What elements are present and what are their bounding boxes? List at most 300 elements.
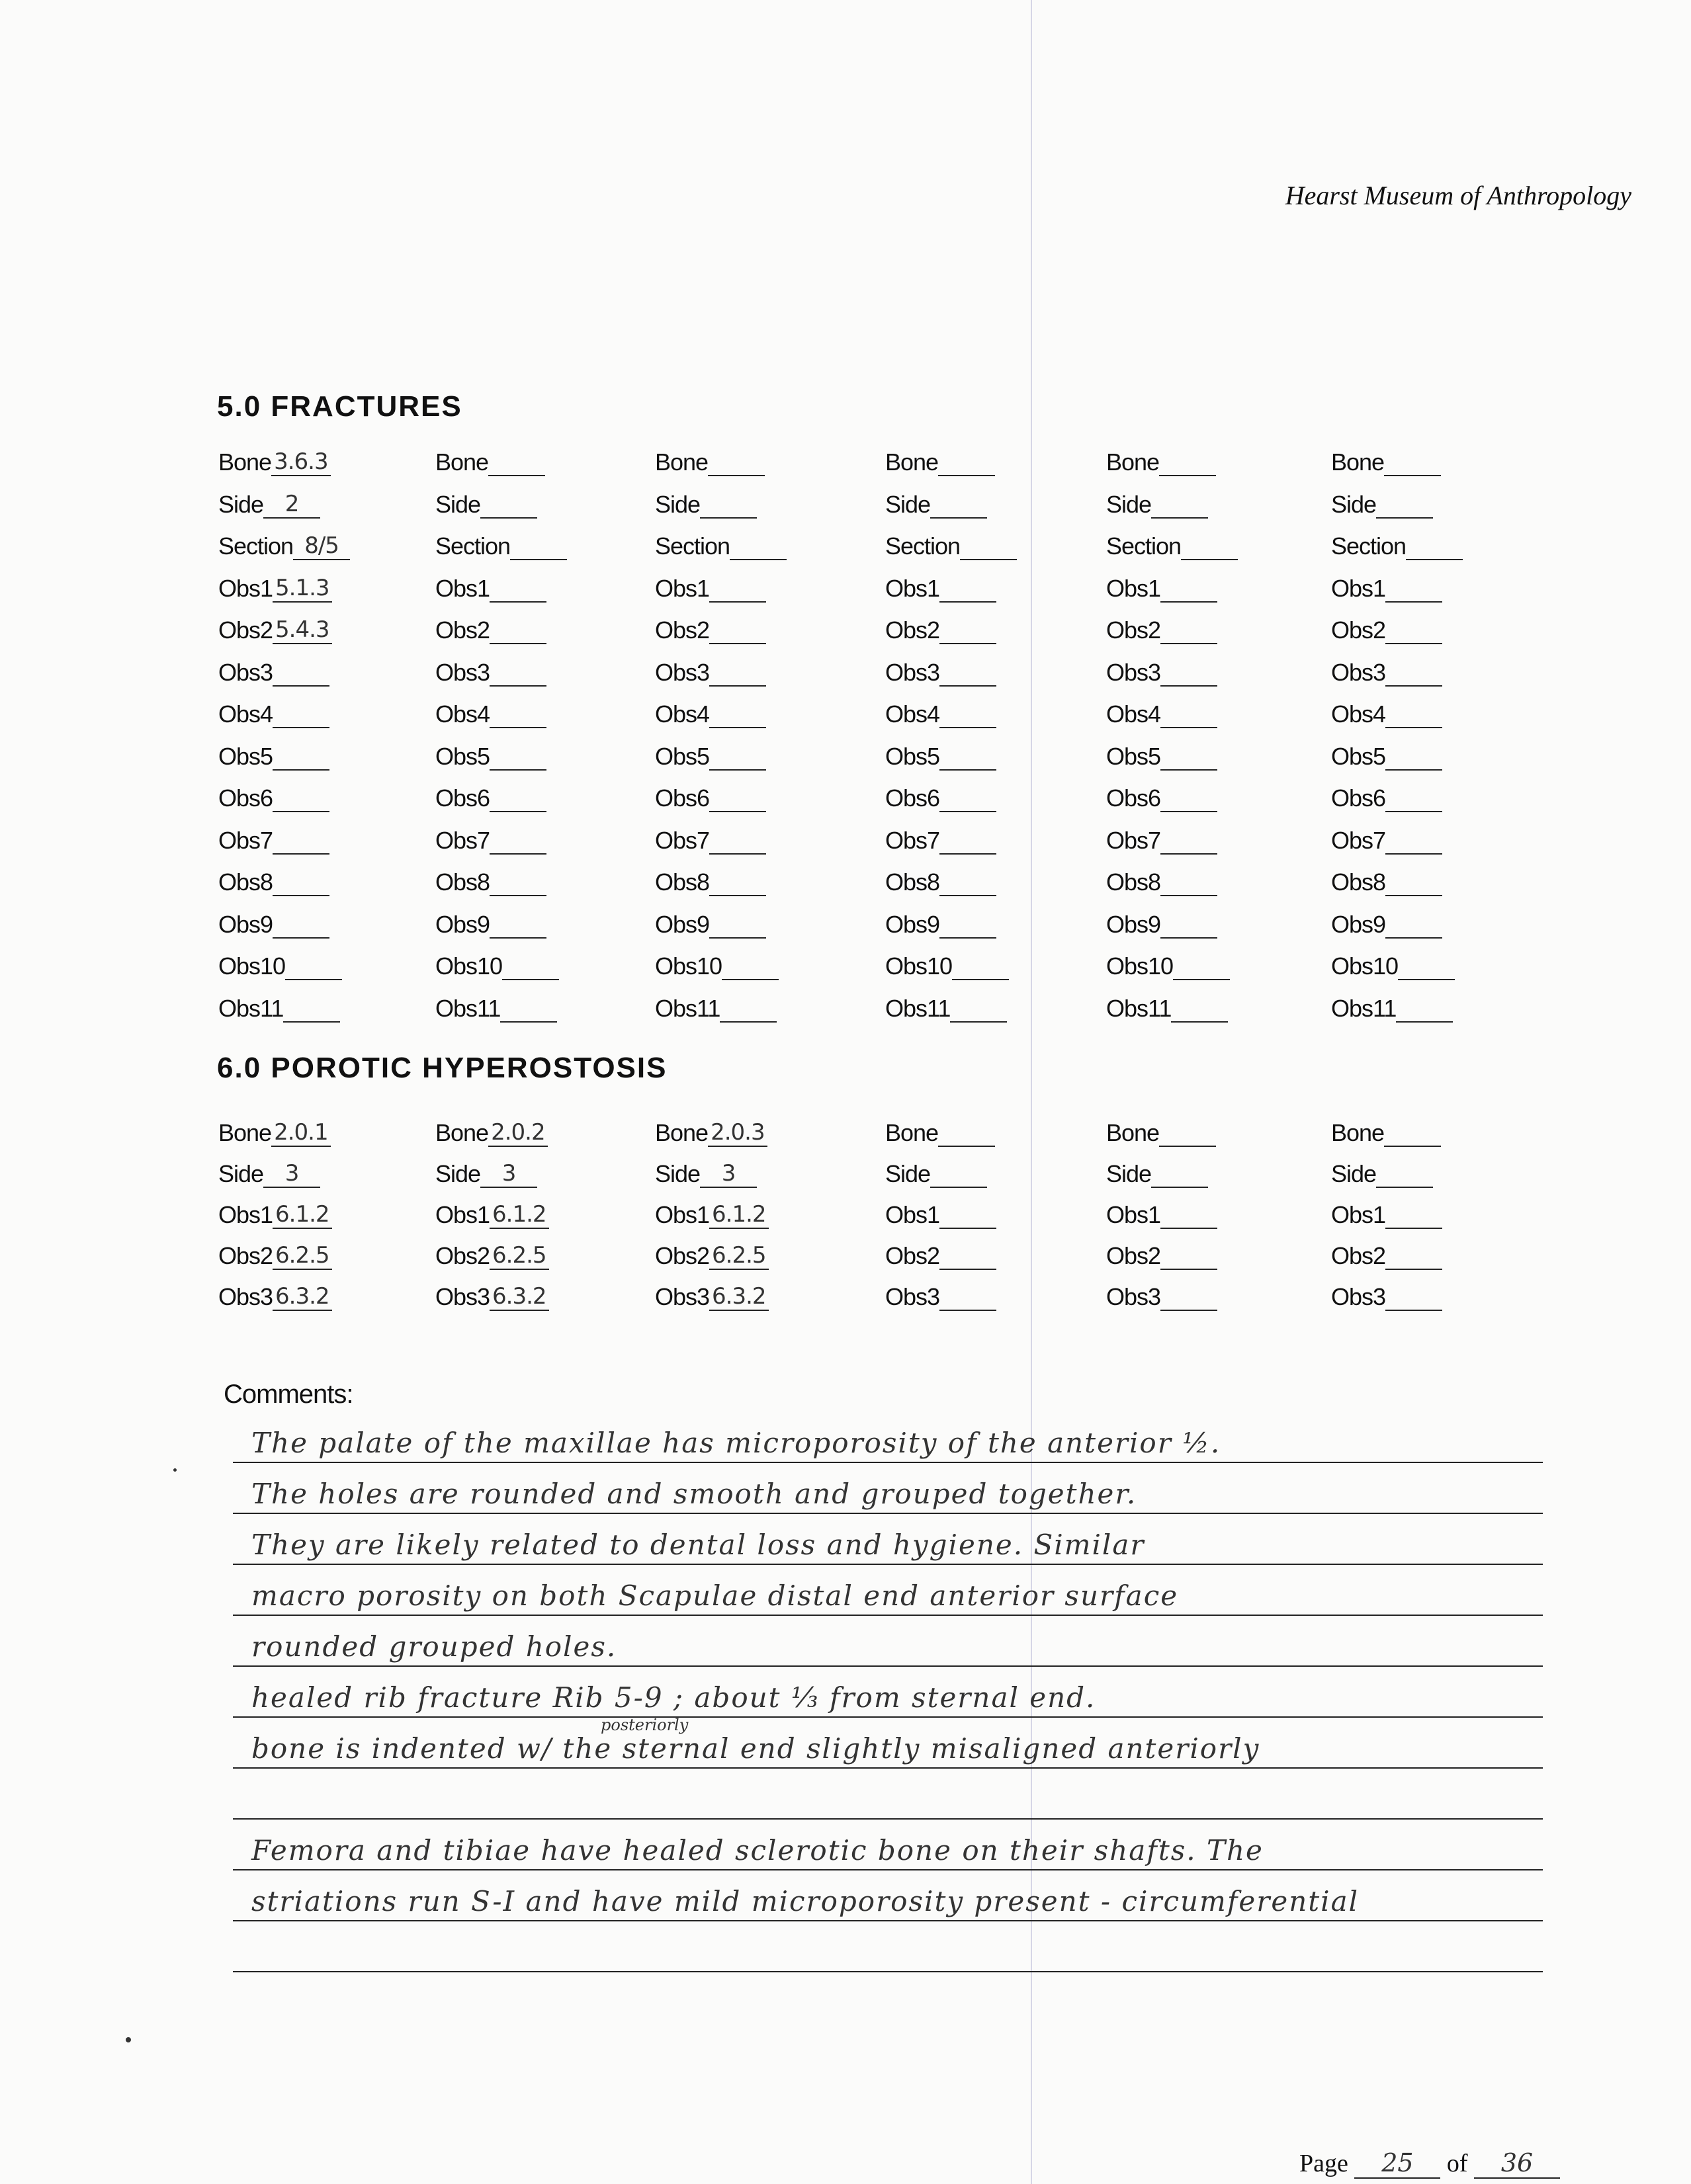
fractures-field-bone	[1331, 444, 1441, 476]
field-value-input[interactable]	[490, 616, 546, 644]
fractures-field-obs3	[885, 655, 996, 687]
fractures-field-obs8	[435, 864, 546, 896]
field-value-input[interactable]: 6.3.2	[273, 1283, 332, 1311]
field-label: Section	[1331, 532, 1407, 560]
field-value-input[interactable]	[1160, 1283, 1217, 1311]
comment-line[interactable]	[233, 1524, 1543, 1565]
fractures-field-obs11	[218, 991, 340, 1023]
porotic-field-obs2	[435, 1238, 549, 1270]
comment-text: striations run S-I and have mild microporosity present - circumferential	[251, 1885, 1360, 1917]
porotic-field-side	[1106, 1156, 1208, 1188]
fractures-field-obs2	[1106, 612, 1217, 644]
field-value-input[interactable]	[939, 784, 996, 812]
fractures-field-obs10	[1331, 948, 1455, 980]
field-label: Obs7	[1106, 826, 1161, 854]
field-value-input[interactable]	[1159, 1119, 1216, 1147]
fractures-field-obs8	[1106, 864, 1217, 896]
porotic-field-obs1	[1331, 1197, 1442, 1229]
field-value-input[interactable]: 6.1.2	[490, 1201, 549, 1229]
porotic-field-obs3	[435, 1279, 549, 1311]
field-value-input[interactable]	[1376, 491, 1433, 519]
field-value-input[interactable]	[502, 952, 559, 980]
fractures-field-obs7	[885, 823, 996, 855]
field-label: Obs2	[218, 616, 273, 644]
field-label: Obs7	[218, 826, 273, 854]
field-value-input[interactable]	[939, 1242, 996, 1270]
comment-text: The holes are rounded and smooth and grouped together.	[251, 1478, 1137, 1510]
page-total[interactable]: 36	[1474, 2148, 1560, 2179]
field-value-input[interactable]	[720, 995, 777, 1023]
field-label: Obs2	[1331, 616, 1386, 644]
fractures-field-obs10	[435, 948, 559, 980]
porotic-field-bone	[885, 1115, 995, 1147]
stray-mark	[173, 1468, 177, 1472]
field-value-input[interactable]	[939, 827, 996, 855]
field-value-input[interactable]	[1151, 491, 1208, 519]
fractures-field-obs9	[885, 907, 996, 939]
field-label: Section	[435, 532, 511, 560]
fractures-field-bone	[1106, 444, 1216, 476]
field-value-input[interactable]	[939, 575, 996, 603]
field-label: Obs1	[218, 574, 273, 602]
field-value-input[interactable]	[273, 743, 329, 771]
fractures-field-side	[1331, 487, 1433, 519]
field-value-input[interactable]	[283, 995, 340, 1023]
field-value-input[interactable]: 6.2.5	[709, 1242, 769, 1270]
field-value-input[interactable]	[1160, 575, 1217, 603]
field-label: Obs1	[1331, 574, 1386, 602]
fractures-title: 5.0 FRACTURES	[217, 390, 462, 423]
fractures-field-obs10	[1106, 948, 1230, 980]
fractures-field-section	[1106, 528, 1238, 560]
porotic-field-obs2	[885, 1238, 996, 1270]
field-value-input[interactable]	[930, 1160, 987, 1188]
fractures-field-bone	[885, 444, 995, 476]
fractures-field-obs2	[435, 612, 546, 644]
field-label: Obs5	[1331, 742, 1386, 770]
comment-text: Femora and tibiae have healed sclerotic bone on their shafts. The	[251, 1834, 1264, 1867]
field-value-input[interactable]	[1385, 616, 1442, 644]
field-label: Side	[655, 490, 701, 518]
field-label: Obs9	[435, 910, 490, 938]
field-label: Obs4	[655, 700, 710, 728]
porotic-field-obs1	[435, 1197, 549, 1229]
porotic-field-obs2	[1106, 1238, 1217, 1270]
field-value-input[interactable]	[285, 952, 342, 980]
posteriorly-note: posteriorly	[601, 1716, 689, 1734]
porotic-title: 6.0 POROTIC HYPEROSTOSIS	[217, 1052, 668, 1084]
field-label: Obs6	[435, 784, 490, 812]
fractures-field-side	[885, 487, 987, 519]
field-value-input[interactable]	[939, 1283, 996, 1311]
field-value-input[interactable]	[490, 700, 546, 728]
comment-text: healed rib fracture Rib 5-9 ; about ⅓ from sternal end.	[251, 1681, 1096, 1714]
fractures-field-side	[435, 487, 537, 519]
field-value-input[interactable]	[273, 868, 329, 896]
field-value-input[interactable]	[273, 784, 329, 812]
field-value-input[interactable]	[480, 491, 537, 519]
field-value-input[interactable]	[1160, 827, 1217, 855]
field-value-input[interactable]	[709, 659, 766, 687]
porotic-field-obs2	[218, 1238, 332, 1270]
field-value-input[interactable]	[1385, 868, 1442, 896]
field-value-input[interactable]	[730, 532, 787, 560]
field-value-input[interactable]: 2	[263, 491, 320, 519]
field-value-input[interactable]	[938, 1119, 995, 1147]
field-label: Side	[218, 490, 264, 518]
field-value-input[interactable]	[273, 827, 329, 855]
comment-line[interactable]	[233, 1880, 1543, 1921]
field-label: Obs6	[218, 784, 273, 812]
field-label: Obs3	[885, 1283, 940, 1310]
field-value-input[interactable]	[709, 700, 766, 728]
field-value-input[interactable]	[709, 575, 766, 603]
field-label: Obs11	[435, 994, 501, 1022]
field-label: Obs2	[1106, 616, 1161, 644]
field-value-input[interactable]	[1385, 1283, 1442, 1311]
fractures-field-obs3	[1331, 655, 1442, 687]
field-label: Obs11	[655, 994, 720, 1022]
field-value-input[interactable]: 3	[700, 1160, 757, 1188]
fractures-field-obs8	[655, 864, 766, 896]
institution-header: Hearst Museum of Anthropology	[1285, 181, 1631, 210]
field-value-input[interactable]	[1396, 995, 1453, 1023]
fractures-field-obs5	[885, 739, 996, 771]
field-value-input[interactable]	[490, 827, 546, 855]
field-label: Obs7	[1331, 826, 1386, 854]
field-value-input[interactable]: 5.1.3	[273, 575, 332, 603]
field-label: Bone	[218, 448, 272, 476]
field-label: Obs5	[655, 742, 710, 770]
field-value-input[interactable]	[1385, 700, 1442, 728]
field-value-input[interactable]: 2.0.2	[488, 1119, 548, 1147]
field-label: Obs11	[218, 994, 284, 1022]
field-value-input[interactable]	[1384, 448, 1441, 476]
comment-line[interactable]	[233, 1422, 1543, 1463]
fractures-field-section	[435, 528, 567, 560]
field-value-input[interactable]	[1160, 1201, 1217, 1229]
fractures-field-obs9	[1331, 907, 1442, 939]
field-label: Side	[1106, 490, 1152, 518]
field-label: Bone	[1331, 1119, 1385, 1146]
field-value-input[interactable]	[1385, 911, 1442, 939]
field-label: Obs8	[885, 868, 940, 896]
field-label: Obs6	[1106, 784, 1161, 812]
comment-line[interactable]	[233, 1626, 1543, 1667]
field-value-input[interactable]	[708, 448, 765, 476]
comments-label: Comments:	[224, 1380, 353, 1409]
field-value-input[interactable]	[1385, 659, 1442, 687]
fractures-field-obs7	[655, 823, 766, 855]
field-value-input[interactable]	[709, 868, 766, 896]
field-label: Side	[1331, 1160, 1377, 1187]
porotic-field-obs2	[655, 1238, 769, 1270]
field-label: Bone	[1106, 448, 1160, 476]
field-label: Obs10	[218, 952, 286, 980]
field-label: Obs2	[885, 1242, 940, 1269]
field-value-input[interactable]	[1160, 911, 1217, 939]
porotic-field-side	[435, 1156, 537, 1188]
field-value-input[interactable]	[1160, 659, 1217, 687]
field-value-input[interactable]: 2.0.3	[708, 1119, 767, 1147]
field-label: Side	[435, 490, 481, 518]
comment-text: rounded grouped holes.	[251, 1630, 617, 1663]
field-value-input[interactable]	[939, 911, 996, 939]
field-label: Section	[655, 532, 730, 560]
fractures-field-obs8	[1331, 864, 1442, 896]
fractures-field-obs1	[218, 571, 332, 603]
porotic-field-obs1	[1106, 1197, 1217, 1229]
field-value-input[interactable]	[1160, 743, 1217, 771]
fractures-field-obs5	[218, 739, 329, 771]
fractures-field-obs6	[885, 780, 996, 812]
fractures-field-obs11	[1331, 991, 1453, 1023]
field-value-input[interactable]	[709, 743, 766, 771]
page-label: Page	[1299, 2150, 1348, 2177]
field-value-input[interactable]	[709, 827, 766, 855]
field-value-input[interactable]	[939, 743, 996, 771]
field-label: Obs1	[1106, 1201, 1161, 1228]
fractures-field-obs10	[885, 948, 1009, 980]
field-value-input[interactable]	[1181, 532, 1238, 560]
field-value-input[interactable]	[709, 616, 766, 644]
comment-text: They are likely related to dental loss and hygiene. Similar	[251, 1529, 1145, 1561]
field-value-input[interactable]	[273, 659, 329, 687]
field-label: Obs3	[1331, 1283, 1386, 1310]
fractures-field-obs11	[1106, 991, 1228, 1023]
field-value-input[interactable]	[939, 1201, 996, 1229]
field-label: Obs2	[1106, 1242, 1161, 1269]
field-value-input[interactable]: 6.1.2	[273, 1201, 332, 1229]
comment-line[interactable]	[233, 1829, 1543, 1870]
fractures-field-obs4	[218, 696, 329, 728]
fractures-field-obs5	[435, 739, 546, 771]
field-value-input[interactable]: 6.2.5	[273, 1242, 332, 1270]
field-label: Obs3	[435, 658, 490, 686]
porotic-field-obs3	[655, 1279, 769, 1311]
field-value-input[interactable]: 8/5	[293, 532, 350, 560]
field-label: Obs6	[885, 784, 940, 812]
field-value-input[interactable]	[709, 911, 766, 939]
field-value-input[interactable]	[1385, 827, 1442, 855]
porotic-field-obs3	[1331, 1279, 1442, 1311]
fractures-field-obs6	[218, 780, 329, 812]
field-value-input[interactable]	[709, 784, 766, 812]
field-value-input[interactable]	[960, 532, 1017, 560]
field-value-input[interactable]	[1151, 1160, 1208, 1188]
field-label: Obs3	[1331, 658, 1386, 686]
field-value-input[interactable]	[1171, 995, 1228, 1023]
porotic-field-side	[885, 1156, 987, 1188]
field-value-input[interactable]: 6.3.2	[490, 1283, 549, 1311]
field-label: Obs10	[1106, 952, 1174, 980]
comment-line[interactable]	[233, 1728, 1543, 1769]
field-value-input[interactable]	[950, 995, 1007, 1023]
field-value-input[interactable]: 5.4.3	[273, 616, 332, 644]
field-label: Section	[885, 532, 961, 560]
fractures-field-obs7	[1106, 823, 1217, 855]
field-label: Bone	[885, 1119, 939, 1146]
fractures-field-obs2	[655, 612, 766, 644]
comment-text: The palate of the maxillae has microporosity of the anterior ½.	[251, 1427, 1221, 1459]
fractures-field-side	[1106, 487, 1208, 519]
field-value-input[interactable]	[1385, 1242, 1442, 1270]
field-value-input[interactable]	[490, 784, 546, 812]
porotic-field-obs3	[885, 1279, 996, 1311]
field-label: Obs1	[655, 574, 710, 602]
field-value-input[interactable]	[490, 743, 546, 771]
field-label: Obs9	[655, 910, 710, 938]
field-value-input[interactable]: 3	[480, 1160, 537, 1188]
fractures-field-obs11	[435, 991, 557, 1023]
field-label: Obs4	[885, 700, 940, 728]
fractures-field-obs3	[1106, 655, 1217, 687]
field-value-input[interactable]	[952, 952, 1009, 980]
field-value-input[interactable]	[1385, 1201, 1442, 1229]
field-label: Obs2	[885, 616, 940, 644]
field-value-input[interactable]	[939, 659, 996, 687]
fractures-field-obs1	[655, 571, 766, 603]
comment-line[interactable]	[233, 1931, 1543, 1972]
fractures-field-obs2	[1331, 612, 1442, 644]
fractures-field-obs7	[1331, 823, 1442, 855]
fractures-field-obs8	[218, 864, 329, 896]
comment-line[interactable]	[233, 1473, 1543, 1514]
field-value-input[interactable]: 6.3.2	[709, 1283, 769, 1311]
field-value-input[interactable]	[500, 995, 557, 1023]
field-label: Obs3	[218, 658, 273, 686]
field-label: Obs8	[218, 868, 273, 896]
field-value-input[interactable]	[488, 448, 545, 476]
fractures-field-obs5	[655, 739, 766, 771]
field-label: Obs1	[885, 1201, 940, 1228]
field-value-input[interactable]	[930, 491, 987, 519]
field-value-input[interactable]	[1384, 1119, 1441, 1147]
porotic-field-obs1	[218, 1197, 332, 1229]
field-label: Obs9	[1106, 910, 1161, 938]
comment-line[interactable]	[233, 1575, 1543, 1616]
field-value-input[interactable]	[1160, 784, 1217, 812]
field-value-input[interactable]	[490, 911, 546, 939]
comment-line[interactable]	[233, 1779, 1543, 1820]
field-value-input[interactable]	[490, 868, 546, 896]
fractures-field-section	[885, 528, 1017, 560]
field-label: Obs10	[655, 952, 722, 980]
field-value-input[interactable]: 6.2.5	[490, 1242, 549, 1270]
field-label: Obs3	[1106, 1283, 1161, 1310]
porotic-field-side	[655, 1156, 757, 1188]
field-value-input[interactable]	[273, 911, 329, 939]
field-value-input[interactable]	[1385, 575, 1442, 603]
fractures-field-obs4	[435, 696, 546, 728]
field-value-input[interactable]	[1406, 532, 1463, 560]
field-value-input[interactable]: 3	[263, 1160, 320, 1188]
of-label: of	[1446, 2150, 1468, 2177]
fractures-field-section	[655, 528, 787, 560]
fractures-field-obs4	[1106, 696, 1217, 728]
field-value-input[interactable]	[1398, 952, 1455, 980]
comment-line[interactable]	[233, 1677, 1543, 1718]
fractures-field-section	[218, 528, 350, 560]
fractures-field-obs1	[435, 571, 546, 603]
page-number[interactable]: 25	[1354, 2148, 1440, 2179]
field-value-input[interactable]: 3.6.3	[271, 448, 331, 476]
field-value-input[interactable]	[938, 448, 995, 476]
fractures-field-obs7	[218, 823, 329, 855]
field-value-input[interactable]	[1160, 616, 1217, 644]
field-value-input[interactable]	[1385, 784, 1442, 812]
field-label: Obs4	[1331, 700, 1386, 728]
fractures-field-obs9	[1106, 907, 1217, 939]
field-label: Side	[1106, 1160, 1152, 1187]
field-label: Obs3	[885, 658, 940, 686]
field-label: Side	[435, 1160, 481, 1187]
field-value-input[interactable]	[1159, 448, 1216, 476]
field-value-input[interactable]	[1160, 700, 1217, 728]
fractures-field-side	[218, 487, 320, 519]
field-value-input[interactable]	[1160, 868, 1217, 896]
field-label: Bone	[1106, 1119, 1160, 1146]
field-label: Obs8	[1106, 868, 1161, 896]
field-value-input[interactable]	[490, 575, 546, 603]
field-value-input[interactable]	[722, 952, 779, 980]
fractures-field-bone	[218, 444, 331, 476]
field-value-input[interactable]	[700, 491, 757, 519]
field-value-input[interactable]	[939, 616, 996, 644]
fractures-field-obs3	[655, 655, 766, 687]
field-label: Obs5	[218, 742, 273, 770]
field-label: Obs5	[1106, 742, 1161, 770]
field-label: Obs3	[655, 658, 710, 686]
field-label: Obs8	[1331, 868, 1386, 896]
fractures-field-obs10	[655, 948, 779, 980]
fractures-field-obs6	[1331, 780, 1442, 812]
fractures-field-section	[1331, 528, 1463, 560]
field-label: Obs2	[435, 1242, 490, 1269]
field-value-input[interactable]	[273, 700, 329, 728]
field-label: Obs1	[435, 574, 490, 602]
field-label: Bone	[435, 1119, 489, 1146]
fractures-field-obs1	[1106, 571, 1217, 603]
fractures-field-obs3	[218, 655, 329, 687]
field-label: Obs8	[655, 868, 710, 896]
porotic-field-bone	[218, 1115, 331, 1147]
field-label: Bone	[655, 448, 709, 476]
field-value-input[interactable]: 2.0.1	[271, 1119, 331, 1147]
fractures-field-obs8	[885, 864, 996, 896]
porotic-field-obs3	[218, 1279, 332, 1311]
field-value-input[interactable]	[490, 659, 546, 687]
fractures-field-side	[655, 487, 757, 519]
field-label: Side	[1331, 490, 1377, 518]
field-label: Obs9	[1331, 910, 1386, 938]
field-value-input[interactable]	[1160, 1242, 1217, 1270]
field-value-input[interactable]	[939, 700, 996, 728]
field-value-input[interactable]	[510, 532, 567, 560]
field-label: Obs9	[218, 910, 273, 938]
field-value-input[interactable]	[1173, 952, 1230, 980]
field-label: Obs11	[1106, 994, 1172, 1022]
field-value-input[interactable]	[1385, 743, 1442, 771]
fractures-field-obs9	[435, 907, 546, 939]
fractures-field-obs4	[1331, 696, 1442, 728]
field-value-input[interactable]: 6.1.2	[709, 1201, 769, 1229]
field-label: Bone	[218, 1119, 272, 1146]
field-value-input[interactable]	[939, 868, 996, 896]
field-label: Obs6	[1331, 784, 1386, 812]
field-value-input[interactable]	[1376, 1160, 1433, 1188]
field-label: Obs5	[435, 742, 490, 770]
